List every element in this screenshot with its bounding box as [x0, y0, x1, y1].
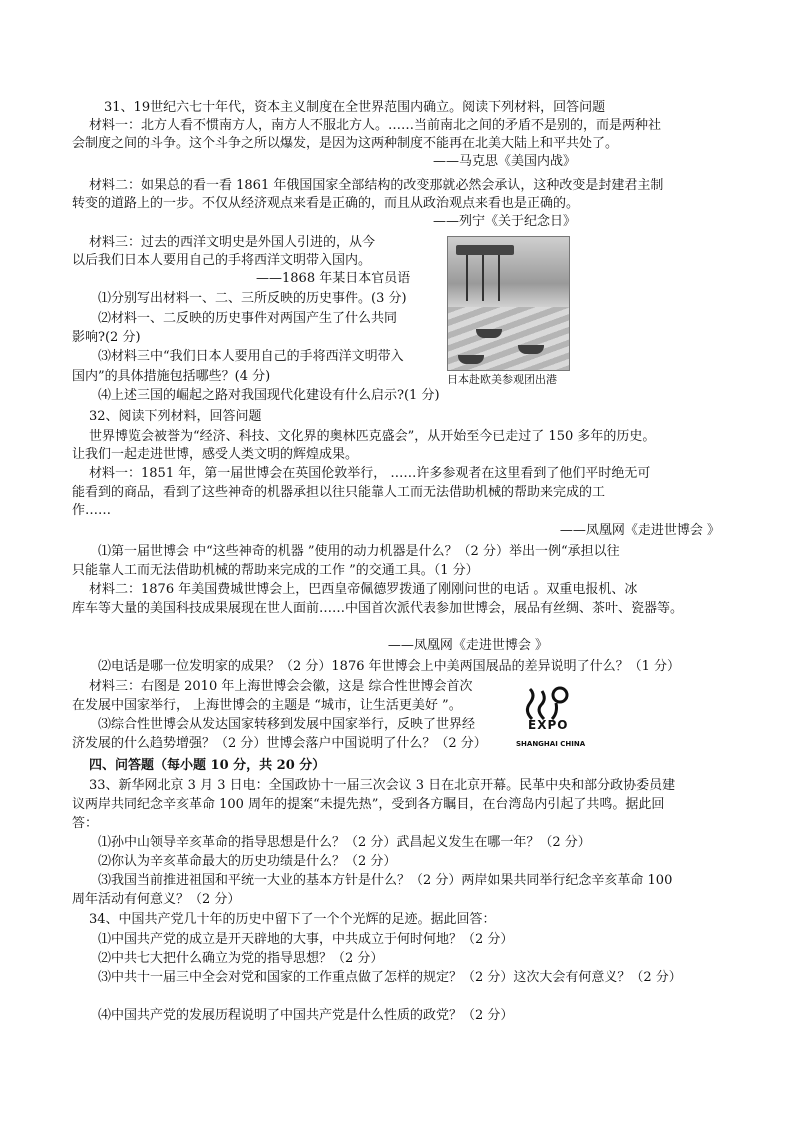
expo-material-3-line-1: 材料三：右图是 2010 年上海世博会会徽，这是 综合性世博会首次	[89, 679, 473, 694]
q32-part-1-line-2: 只能靠人工而无法借助机械的帮助来完成的工作 ”的交通工具。（1 分）	[72, 563, 479, 578]
q32-part-1-line-1: ⑴第一届世博会 中“这些神奇的机器 ”使用的动力机器是什么？（2 分）举出一例“承担以往	[98, 544, 620, 559]
q34-part-2: ⑵中共七大把什么确立为党的指导思想？（2 分）	[98, 951, 384, 966]
q34-intro: 34、中国共产党几十年的历史中留下了一个个光辉的足迹。据此回答：	[89, 912, 496, 927]
q34-part-3: ⑶中共十一届三中全会对党和国家的工作重点做了怎样的规定？（2 分）这次大会有何意义？（2 分）	[98, 970, 682, 985]
q31-part-3-line-1: ⑶材料三中“我们日本人要用自己的手将西洋文明带入	[98, 349, 404, 364]
source-lenin: ——列宁《关于纪念日》	[432, 214, 576, 229]
source-japanese-official: ——1868 年某日本官员语	[256, 271, 411, 286]
q33-part-3-line-2: 周年活动有何意义？（2 分）	[72, 892, 241, 907]
q31-part-1: ⑴分别写出材料一、二、三所反映的历史事件。(3 分)	[98, 291, 407, 306]
expo-material-1-line-3: 作……	[72, 503, 112, 518]
q33-part-1: ⑴孙中山领导辛亥革命的指导思想是什么？（2 分）武昌起义发生在哪一年？（2 分）	[98, 835, 591, 850]
photo-caption: 日本赴欧美参观团出港	[447, 373, 557, 386]
q33-part-2: ⑵你认为辛亥革命最大的历史功绩是什么？（2 分）	[98, 854, 397, 869]
expo-material-2-line-1: 材料二：1876 年美国费城世博会上，巴西皇帝佩德罗拨通了刚刚问世的电话 。双重电报机、冰	[89, 582, 638, 597]
material-2-line-1: 材料二：如果总的看一看 1861 年俄国国家全部结构的改变那就必然会承认，这种改变是封建君主制	[89, 178, 664, 193]
japanese-delegation-photo	[447, 236, 570, 371]
material-1-line-1: 材料一：北方人看不惯南方人，南方人不服北方人。……当前南北之间的矛盾不是别的，而是两种社	[89, 118, 662, 133]
expo-logo-text: EXPO	[528, 718, 569, 732]
material-1-line-2: 会制度之间的斗争。这个斗争之所以爆发，是因为这两种制度不能再在北美大陆上和平共处了。	[72, 136, 619, 151]
q32-part-3-line-2: 济发展的什么趋势增强？（2 分）世博会落户中国说明了什么？（2 分）	[72, 736, 487, 751]
q32-part-2: ⑵电话是哪一位发明家的成果？（2 分）1876 年世博会上中美两国展品的差异说明了什么？（1 分）	[98, 659, 681, 674]
q31-part-2-line-2: 影响?(2 分)	[72, 330, 141, 345]
source-ifeng-1: ——凤凰网《走进世博会 》	[559, 523, 720, 538]
source-ifeng-2: ——凤凰网《走进世博会 》	[387, 638, 548, 653]
expo-material-3-line-2: 在发展中国家举行， 上海世博会的主题是 “城市，让生活更美好 ”。	[72, 698, 462, 713]
expo-intro-line-1: 世界博览会被誉为“经济、科技、文化界的奥林匹克盛会”，从开始至今已走过了 150 多年的历史。	[89, 429, 656, 444]
q33-line-3: 答：	[72, 816, 99, 831]
q32-intro: 32、阅读下列材料，回答问题	[89, 409, 262, 424]
q31-part-3-line-2: 国内”的具体措施包括哪些？(4 分)	[72, 369, 271, 384]
q32-part-3-line-1: ⑶综合性世博会从发达国家转移到发展中国家举行，反映了世界经	[98, 717, 476, 732]
q31-part-4: ⑷上述三国的崛起之路对我国现代化建设有什么启示?(1 分)	[98, 388, 440, 403]
material-2-line-2: 转变的道路上的一步。不仅从经济观点来看是正确的，而且从政治观点来看也是正确的。	[72, 196, 580, 211]
material-3-line-2: 以后我们日本人要用自己的手将西洋文明带入国内。	[72, 253, 372, 268]
q33-line-1: 33、新华网北京 3 月 3 日电：全国政协十一届三次会议 3 日在北京开幕。民革中央和部分政协委员建	[89, 778, 676, 793]
source-marx: ——马克思《美国内战》	[432, 154, 576, 169]
q31-part-2-line-1: ⑵材料一、二反映的历史事件对两国产生了什么共同	[98, 311, 398, 326]
expo-material-2-line-2: 库车等大量的美国科技成果展现在世人面前……中国首次派代表参加世博会，展品有丝绸、茶叶、瓷器等。	[72, 601, 684, 616]
q34-part-4: ⑷中国共产党的发展历程说明了中国共产党是什么性质的政党？（2 分）	[98, 1008, 514, 1023]
q33-part-3-line-1: ⑶我国当前推进祖国和平统一大业的基本方针是什么？（2 分）两岸如果共同举行纪念辛亥革命 100	[98, 873, 673, 888]
expo-intro-line-2: 让我们一起走进世博，感受人类文明的辉煌成果。	[72, 447, 359, 462]
section-4-heading: 四、问答题（每小题 10 分，共 20 分）	[89, 758, 326, 773]
q31-intro: 31、19世纪六七十年代，资本主义制度在全世界范围内确立。阅读下列材料，回答问题	[104, 100, 606, 115]
q34-part-1: ⑴中国共产党的成立是开天辟地的大事，中共成立于何时何地？（2 分）	[98, 932, 514, 947]
material-3-line-1: 材料三：过去的西洋文明史是外国人引进的，从今	[89, 235, 376, 250]
expo-material-1-line-2: 能看到的商品，看到了这些神奇的机器承担以往只能靠人工而无法借助机械的帮助来完成的工	[72, 485, 606, 500]
expo-logo-subtext: SHANGHAI CHINA	[516, 740, 586, 748]
expo-material-1-line-1: 材料一：1851 年，第一届世博会在英国伦敦举行， ……许多参观者在这里看到了他们平时绝无可	[89, 466, 651, 481]
q33-line-2: 议两岸共同纪念辛亥革命 100 周年的提案“未提先热”，受到各方瞩目，在台湾岛内引起了共鸣。据此回	[72, 797, 665, 812]
